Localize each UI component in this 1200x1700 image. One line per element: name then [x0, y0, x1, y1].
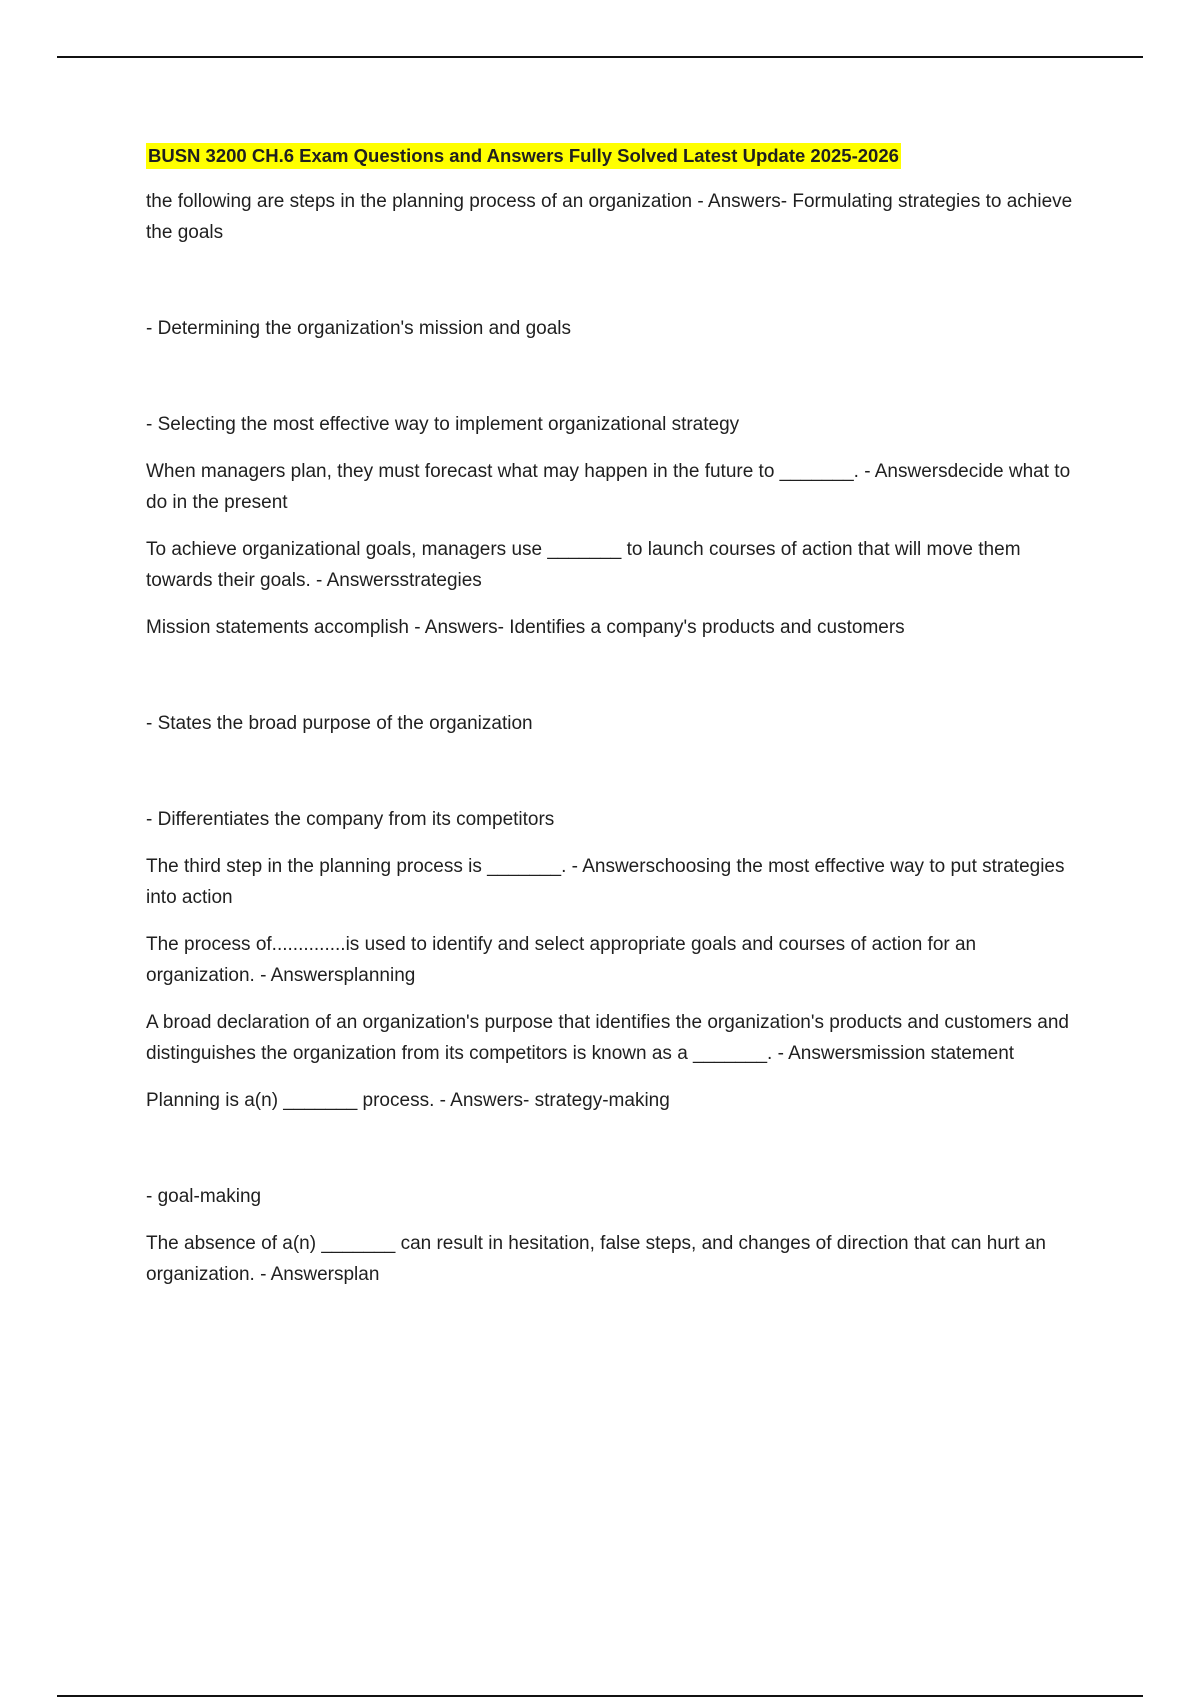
bottom-rule [57, 1695, 1143, 1697]
qa-block: The absence of a(n) _______ can result in hesitation, false steps, and changes of direction that can hurt an organization. - Answersplan [146, 1233, 1052, 1285]
qa-block: The process of..............is used to identify and select appropriate goals and courses of action for an organization. - Answersplanning [146, 934, 982, 986]
document-title: BUSN 3200 CH.6 Exam Questions and Answers Fully Solved Latest Update 2025-2026 [146, 143, 901, 169]
qa-block: Mission statements accomplish - Answers- Identifies a company's products and customers [146, 617, 905, 638]
qa-block: When managers plan, they must forecast what may happen in the future to _______. - Answersdecide what to do in the present [146, 461, 1076, 513]
qa-block: Planning is a(n) _______ process. - Answers- strategy-making [146, 1090, 670, 1111]
qa-block: - goal-making [146, 1186, 262, 1207]
qa-block: A broad declaration of an organization's purpose that identifies the organization's products and customers and distinguishes the organization from its competitors is known as a _______. - Answersmission statement [146, 1012, 1075, 1064]
qa-block: - Selecting the most effective way to implement organizational strategy [146, 414, 740, 435]
top-rule [57, 56, 1143, 58]
document-body [146, 143, 1076, 1290]
qa-block: the following are steps in the planning process of an organization - Answers- Formulating strategies to achieve the goals [146, 191, 1078, 243]
qa-block: - States the broad purpose of the organization [146, 713, 533, 734]
qa-block: The third step in the planning process is _______. - Answerschoosing the most effective way to put strategies into action [146, 856, 1070, 908]
qa-block: - Determining the organization's mission and goals [146, 318, 572, 339]
qa-block: - Differentiates the company from its competitors [146, 809, 555, 830]
qa-block: To achieve organizational goals, managers use _______ to launch courses of action that will move them towards their goals. - Answersstrategies [146, 539, 1026, 591]
